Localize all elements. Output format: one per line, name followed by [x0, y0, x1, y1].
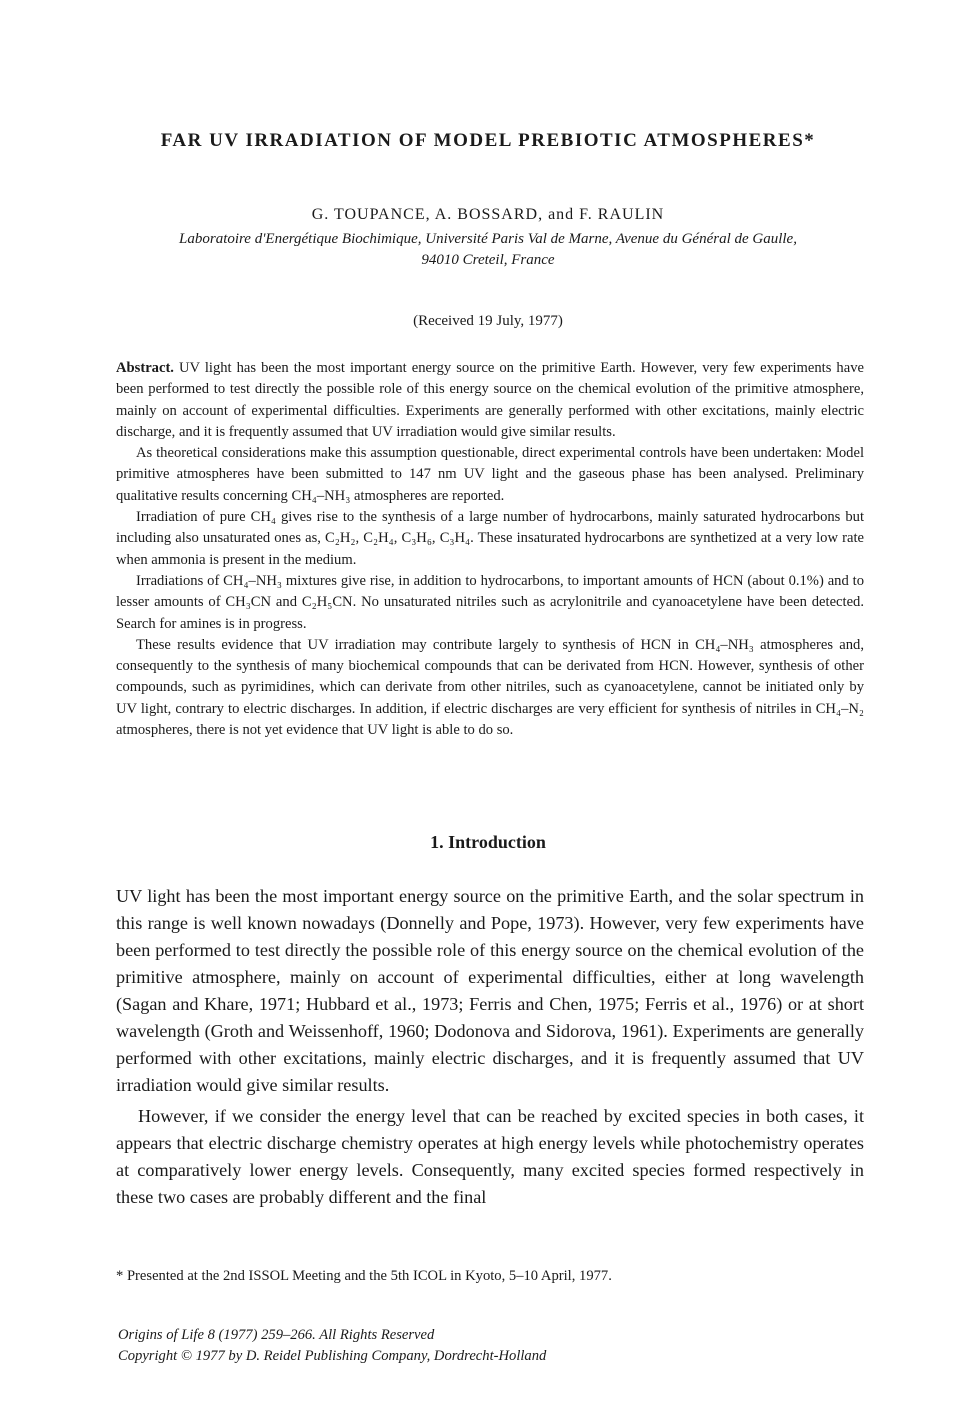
affiliation-line-1: Laboratoire d'Energétique Biochimique, Université Paris Val de Marne, Avenue du Général de Gaulle, [179, 231, 797, 247]
abstract-paragraph-4: Irradiations of CH₄–NH₃ mixtures give rise, in addition to hydrocarbons, to important amounts of HCN (about 0.1%) and to lesser amounts of CH₃CN and C₂H₅CN. No unsaturated nitriles such as acrylonitrile and cyanoacetylene have been detected. Search for amines is in progress. [116, 572, 864, 632]
abstract-text-1: UV light has been the most important energy source on the primitive Earth. However, very few experiments have been performed to test directly the possible role of this energy source on the chemical evolution of the primitive atmosphere, mainly on account of experimental difficulties. Experiments are generally performed with other excitations, mainly electric discharge, and it is frequently assumed that UV irradiation would give similar results. [116, 360, 864, 440]
abstract-label: Abstract. [116, 360, 174, 376]
body-paragraph-2: However, if we consider the energy level that can be reached by excited species in both cases, it appears that electric discharge chemistry operates at high energy levels while photochemistry operates at comparatively lower energy levels. Consequently, many excited species formed respectively in these two cases are probably different and the final [116, 1106, 864, 1207]
received-date: (Received 19 July, 1977) [413, 313, 563, 329]
abstract-paragraph-5: These results evidence that UV irradiation may contribute largely to synthesis of HCN in CH₄–NH₃ atmospheres and, consequently to the synthesis of many biochemical compounds that can be derivated from HCN. However, synthesis of other compounds, such as pyrimidines, which can derivate from other nitriles, such as cyanoacetylene, cannot be initiated only by UV light, contrary to electric discharges. In addition, if electric discharges are very efficient for synthesis of nitriles in CH₄–N₂ atmospheres, there is not yet evidence that UV light is able to do so. [116, 636, 864, 739]
abstract [116, 358, 864, 741]
body-paragraph-1: UV light has been the most important energy source on the primitive Earth, and the solar spectrum in this range is well known nowadays (Donnelly and Pope, 1973). However, very few experiments have been performed to test directly the possible role of this energy source on the chemical evolution of the primitive atmosphere, mainly on account of experimental difficulties, either at long wavelength (Sagan and Khare, 1971; Hubbard et al., 1973; Ferris and Chen, 1975; Ferris et al., 1976) or at short wavelength (Groth and Weissenhoff, 1960; Dodonova and Sidorova, 1961). Experiments are generally performed with other excitations, mainly electric discharges, and it is frequently assumed that UV irradiation would give similar results. [116, 886, 864, 1095]
paper-title: FAR UV IRRADIATION OF MODEL PREBIOTIC ATMOSPHERES* [160, 130, 816, 151]
abstract-paragraph-3: Irradiation of pure CH₄ gives rise to the synthesis of a large number of hydrocarbons, mainly saturated hydrocarbons but including also unsaturated ones as, C₂H₂, C₂H₄, C₃H₆, C₃H₄. These insaturated hydrocarbons are synthetized at a very low rate when ammonia is present in the medium. [116, 509, 864, 568]
affiliation [100, 229, 876, 271]
imprint-line-2: Copyright © 1977 by D. Reidel Publishing Company, Dordrecht-Holland [118, 1348, 547, 1364]
body-text [116, 883, 864, 1215]
footnote: * Presented at the 2nd ISSOL Meeting and the 5th ICOL in Kyoto, 5–10 April, 1977. [116, 1268, 612, 1284]
abstract-paragraph-2: As theoretical considerations make this assumption questionable, direct experimental controls have been undertaken: Model primitive atmospheres have been submitted to 147 nm UV light and the gaseous phase has been analysed. Preliminary qualitative results concerning CH₄–NH₃ atmospheres are reported. [116, 445, 864, 504]
affiliation-line-2: 94010 Creteil, France [421, 252, 555, 268]
journal-imprint [118, 1325, 818, 1367]
abstract-paragraph-1 [116, 358, 864, 443]
section-heading: 1. Introduction [430, 832, 546, 852]
author-list: G. TOUPANCE, A. BOSSARD, and F. RAULIN [311, 206, 665, 223]
imprint-line-1: Origins of Life 8 (1977) 259–266. All Rights Reserved [118, 1327, 435, 1343]
